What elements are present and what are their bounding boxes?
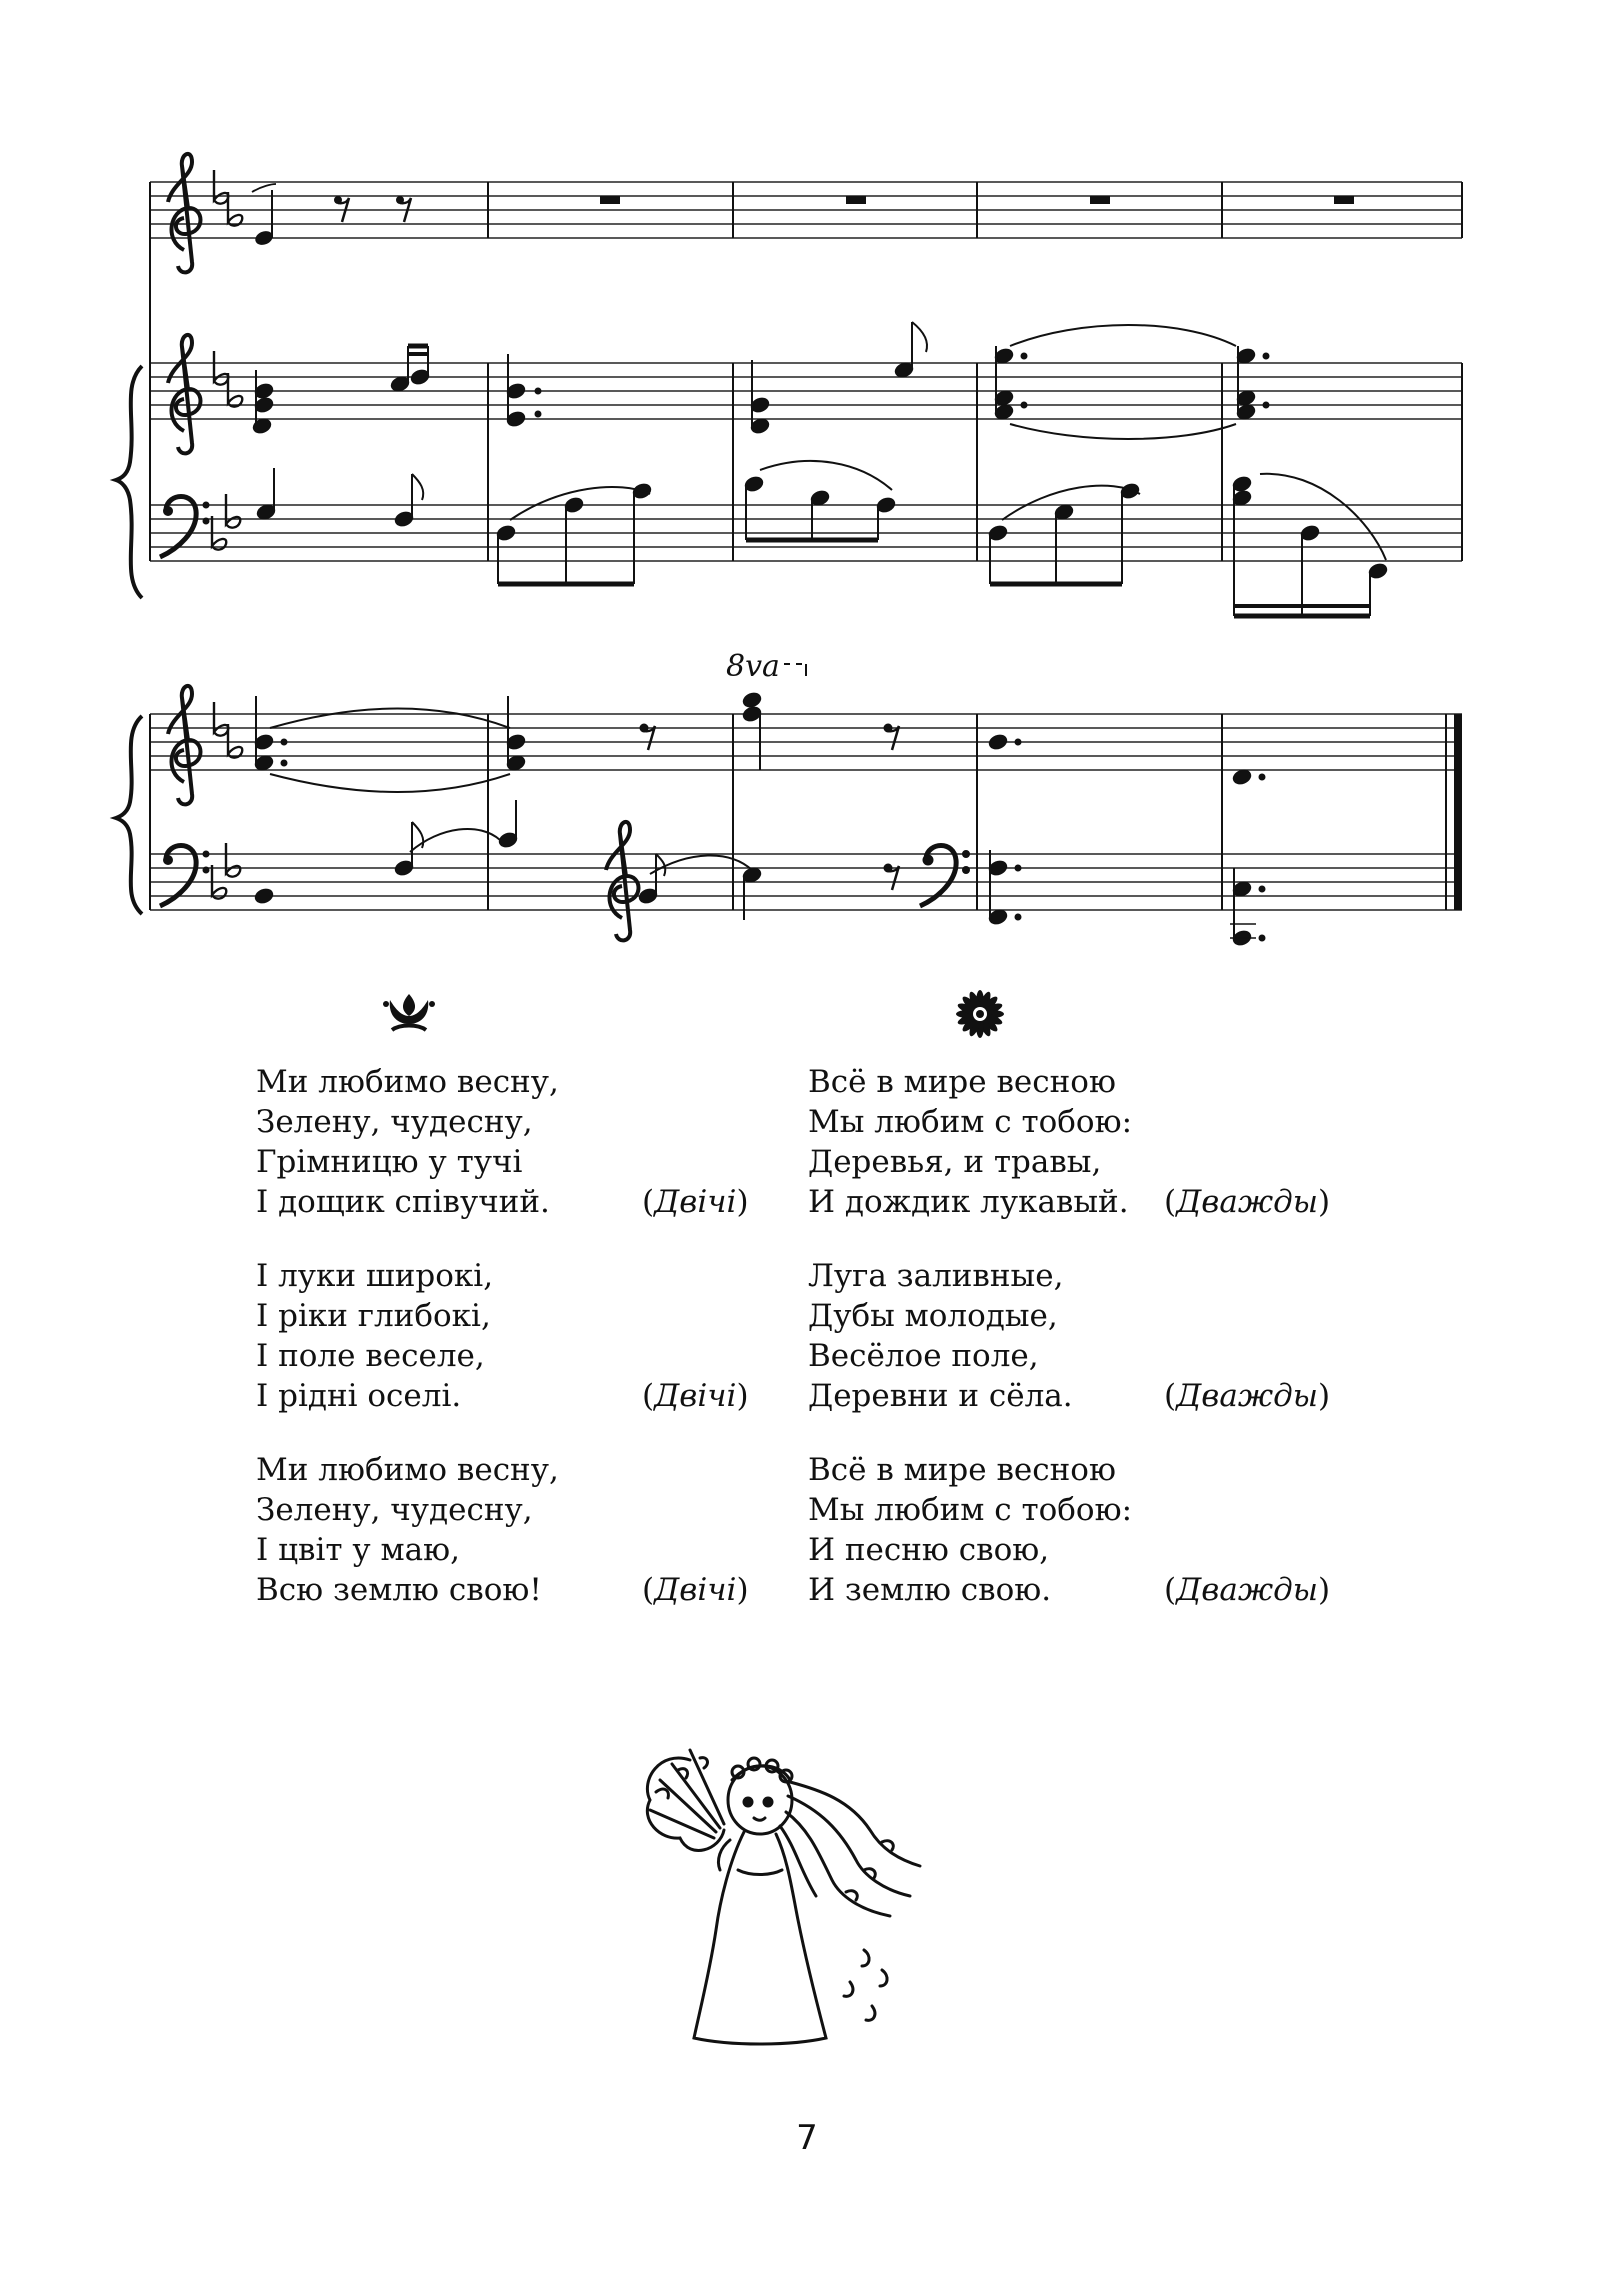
piano-bass-staff-2	[150, 854, 1462, 910]
lyric-line: Грімницю у тучі	[256, 1144, 523, 1180]
flower-ornament-icon	[954, 988, 1006, 1040]
treble-clef-icon	[168, 686, 201, 805]
system-2	[116, 649, 1462, 947]
repeat-marker: (Дважды)	[1164, 1378, 1331, 1414]
page-number: 7	[796, 2118, 818, 2158]
piano-treble-staff-2	[150, 714, 1462, 770]
piano-bass-staff	[150, 505, 1462, 561]
lyric-line: Мы любим с тобою:	[808, 1492, 1133, 1528]
lyric-line: І рідні оселі.	[256, 1378, 462, 1414]
lyric-line: Всё в мире весною	[808, 1064, 1116, 1100]
lyric-line: Всю землю свою!	[256, 1572, 542, 1608]
lyric-line: Зелену, чудесну,	[256, 1492, 533, 1528]
lyric-line: І цвіт у маю,	[256, 1532, 460, 1568]
lyric-line: Ми любимо весну,	[256, 1452, 559, 1488]
lyric-line: Дубы молодые,	[808, 1298, 1058, 1334]
system-1	[116, 154, 1462, 616]
piano-treble-staff	[150, 363, 1462, 419]
lyric-line: Весёлое поле,	[808, 1338, 1039, 1374]
lyric-line: Зелену, чудесну,	[256, 1104, 533, 1140]
piano-brace	[116, 366, 142, 598]
repeat-marker: (Двічі)	[642, 1572, 749, 1608]
lyric-line: И песню свою,	[808, 1532, 1050, 1568]
lyric-line: Всё в мире весною	[808, 1452, 1116, 1488]
lyric-line: І поле веселе,	[256, 1338, 485, 1374]
repeat-marker: (Двічі)	[642, 1184, 749, 1220]
lyric-line: Луга заливные,	[808, 1258, 1064, 1294]
repeat-marker: (Дважды)	[1164, 1184, 1331, 1220]
lyric-line: И землю свою.	[808, 1572, 1052, 1608]
lyric-line: Ми любимо весну,	[256, 1064, 559, 1100]
girl-with-flowers-illustration	[620, 1720, 950, 2050]
lyric-line: Деревни и сёла.	[808, 1378, 1073, 1414]
repeat-marker: (Двічі)	[642, 1378, 749, 1414]
music-score	[0, 0, 1614, 960]
ottava-mark: 8va	[726, 649, 780, 684]
tulip-ornament-icon	[382, 990, 436, 1036]
lyric-line: І луки широкі,	[256, 1258, 494, 1294]
lyric-line: Деревья, и травы,	[808, 1144, 1102, 1180]
piano-brace-2	[116, 716, 142, 914]
lyric-line: И дождик лукавый.	[808, 1184, 1129, 1220]
lyric-line: І ріки глибокі,	[256, 1298, 491, 1334]
lyric-line: І дощик співучий.	[256, 1184, 550, 1220]
repeat-marker: (Дважды)	[1164, 1572, 1331, 1608]
treble-clef-icon	[168, 335, 201, 454]
treble-clef-icon	[168, 154, 201, 273]
lyric-line: Мы любим с тобою:	[808, 1104, 1133, 1140]
